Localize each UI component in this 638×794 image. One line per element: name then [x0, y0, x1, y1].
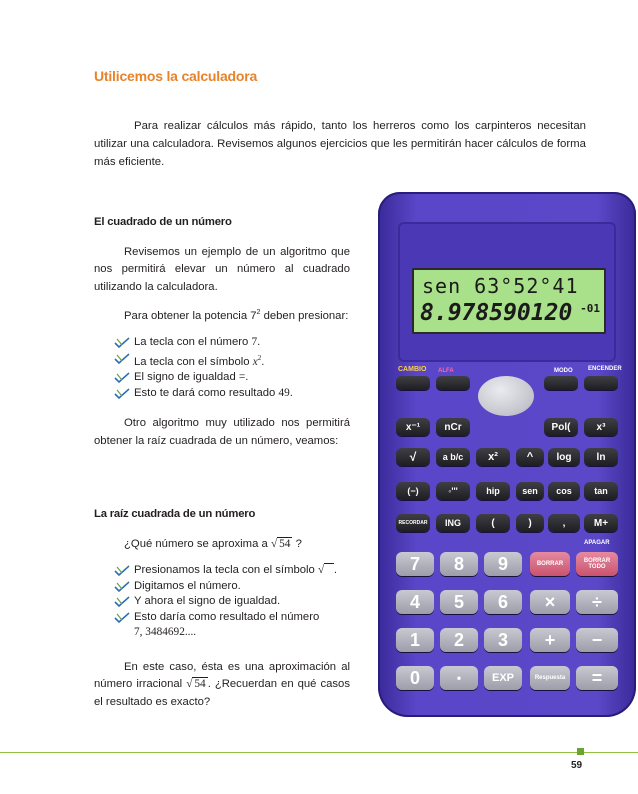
key-degrees: ◦'''	[436, 482, 470, 500]
p2-after: deben presionar:	[260, 309, 349, 322]
key-comma: ,	[548, 514, 580, 532]
key-clear-all: BORRAR TODO	[576, 552, 618, 576]
root-steps	[94, 563, 350, 641]
key-5: 5	[440, 590, 478, 614]
square-steps	[94, 335, 350, 401]
key-square: x²	[476, 448, 510, 466]
on-key	[584, 376, 618, 390]
key-tan: tan	[584, 482, 618, 500]
step-math: 7	[251, 336, 258, 349]
key-sqrt: √	[396, 448, 430, 466]
step-text: Digitamos el número.	[134, 579, 241, 592]
root-p-after: . ¿Recuerdan en qué casos el resultado es exacto?	[94, 678, 350, 708]
mode-key	[544, 376, 578, 390]
list-item	[94, 610, 350, 641]
key-negative: (−)	[396, 482, 430, 500]
key-2: 2	[440, 628, 478, 652]
root-paragraph	[94, 659, 350, 712]
square-paragraph-3	[94, 415, 350, 450]
key-4: 4	[396, 590, 434, 614]
checkmark-bullet-icon	[114, 337, 130, 348]
square-section	[94, 214, 350, 450]
list-item: Presionamos la tecla con el símbolo √ .	[94, 563, 350, 579]
step-sup: 2	[257, 353, 262, 362]
intro-text: Para realizar cálculos más rápido, tanto los herreros como los carpinteros necesitan utilizar una calculadora. Revisemos algunos ejercicios que les permitirán hacer cálculos de forma más eficiente.	[94, 120, 586, 168]
list-item	[94, 370, 350, 386]
label-apagar: APAGAR	[584, 540, 610, 546]
key-7: 7	[396, 552, 434, 576]
key-subtract: −	[576, 628, 618, 652]
label-encender: ENCENDER	[588, 366, 622, 372]
checkmark-bullet-icon	[114, 372, 130, 383]
key-0: 0	[396, 666, 434, 690]
key-inverse: x⁻¹	[396, 418, 430, 436]
step-math: =	[238, 371, 246, 384]
list-item	[94, 335, 350, 351]
square-paragraph-2	[94, 304, 350, 325]
root-section	[94, 506, 350, 711]
root-result: 7, 3484692....	[134, 626, 197, 638]
question-text: ¿Qué número se aproxima a	[124, 537, 271, 550]
radical-icon: √	[186, 678, 193, 690]
step-after: .	[257, 336, 261, 349]
step-after: .	[245, 371, 249, 384]
step-after: .	[261, 355, 265, 368]
sqrt-expression	[186, 677, 208, 690]
p2-sup: 2	[256, 309, 261, 316]
square-p3-text: Otro algoritmo muy utilizado nos permitirá obtener la raíz cuadrada de un número, veamos:	[94, 417, 350, 447]
key-exp: EXP	[484, 666, 522, 690]
key-open-paren: (	[476, 514, 510, 532]
step-text: Presionamos la tecla con el símbolo	[134, 564, 315, 576]
key-multiply: ×	[530, 590, 570, 614]
step-text: Y ahora el signo de igualdad.	[134, 595, 281, 607]
list-item	[94, 579, 350, 595]
sqrt-expression	[271, 537, 293, 550]
list-item	[94, 351, 350, 370]
checkmark-bullet-icon	[114, 565, 130, 576]
step-math: 49	[278, 386, 290, 399]
label-modo: MODO	[554, 368, 573, 374]
step-text: La tecla con el símbolo	[134, 355, 253, 368]
key-eng: ING	[436, 514, 470, 532]
checkmark-bullet-icon	[114, 596, 130, 607]
key-delete: BORRAR	[530, 552, 570, 576]
calculator-screen-bezel	[398, 222, 616, 362]
key-1: 1	[396, 628, 434, 652]
key-cube: x³	[584, 418, 618, 436]
lcd-line-1: sen 63°52°41	[422, 274, 579, 298]
radical-icon: √	[270, 537, 278, 550]
key-decimal: •	[440, 666, 478, 690]
label-cambio: CAMBIO	[398, 366, 427, 373]
key-equals: =	[576, 666, 618, 690]
key-hyp: hip	[476, 482, 510, 500]
alpha-key	[436, 376, 470, 390]
square-heading: El cuadrado de un número	[94, 216, 232, 228]
footer-square-icon	[577, 748, 584, 755]
key-m-plus: M+	[584, 514, 618, 532]
root-heading: La raíz cuadrada de un número	[94, 508, 256, 520]
lcd-exponent: -01	[580, 302, 600, 315]
shift-key	[396, 376, 430, 390]
navigation-pad	[478, 376, 534, 416]
key-pol: Pol(	[544, 418, 578, 436]
key-9: 9	[484, 552, 522, 576]
key-sin: sen	[516, 482, 544, 500]
step-text: Esto te dará como resultado	[134, 386, 279, 399]
step-text: Esto daría como resultado el número	[134, 610, 320, 623]
key-close-paren: )	[516, 514, 544, 532]
key-ln: ln	[584, 448, 618, 466]
section-title: Utilicemos la calculadora	[94, 68, 258, 84]
step-text: La tecla con el número	[134, 336, 252, 349]
footer-rule	[0, 752, 638, 753]
step-math: x	[252, 355, 258, 368]
step-text: El signo de igualdad	[134, 371, 239, 384]
key-log: log	[548, 448, 580, 466]
key-fraction: a b/c	[436, 448, 470, 466]
checkmark-bullet-icon	[114, 353, 130, 364]
root-question	[94, 536, 350, 554]
question-after: ?	[292, 537, 302, 550]
calculator-lcd	[412, 268, 606, 334]
key-ncr: nCr	[436, 418, 470, 436]
square-paragraph-1	[94, 244, 350, 297]
key-8: 8	[440, 552, 478, 576]
radicand: 54	[194, 678, 206, 690]
key-divide: ÷	[576, 590, 618, 614]
radicand: 54	[279, 537, 291, 550]
list-item	[94, 386, 350, 402]
step-after: .	[289, 386, 293, 399]
key-answer: Respuesta	[530, 666, 570, 690]
key-3: 3	[484, 628, 522, 652]
lcd-line-2: 8.978590120	[420, 300, 573, 326]
page-number: 59	[571, 760, 583, 771]
checkmark-bullet-icon	[114, 388, 130, 399]
calculator-image	[378, 192, 636, 717]
intro-paragraph	[94, 117, 586, 171]
radical-icon: √	[318, 563, 334, 576]
root-p-before: En este caso, ésta es una aproximación al número irracional	[94, 660, 350, 690]
key-cos: cos	[548, 482, 580, 500]
key-6: 6	[484, 590, 522, 614]
square-p1-text: Revisemos un ejemplo de un algoritmo que nos permitirá elevar un número al cuadrado utilizando la calculadora.	[94, 245, 350, 293]
key-recall: RECORDAR	[396, 514, 430, 532]
checkmark-bullet-icon	[114, 581, 130, 592]
list-item	[94, 594, 350, 610]
p2-before: Para obtener la potencia 7	[124, 309, 257, 322]
checkmark-bullet-icon	[114, 612, 130, 623]
key-power: ^	[516, 448, 544, 466]
key-add: +	[530, 628, 570, 652]
label-alfa: ALFA	[438, 368, 454, 374]
